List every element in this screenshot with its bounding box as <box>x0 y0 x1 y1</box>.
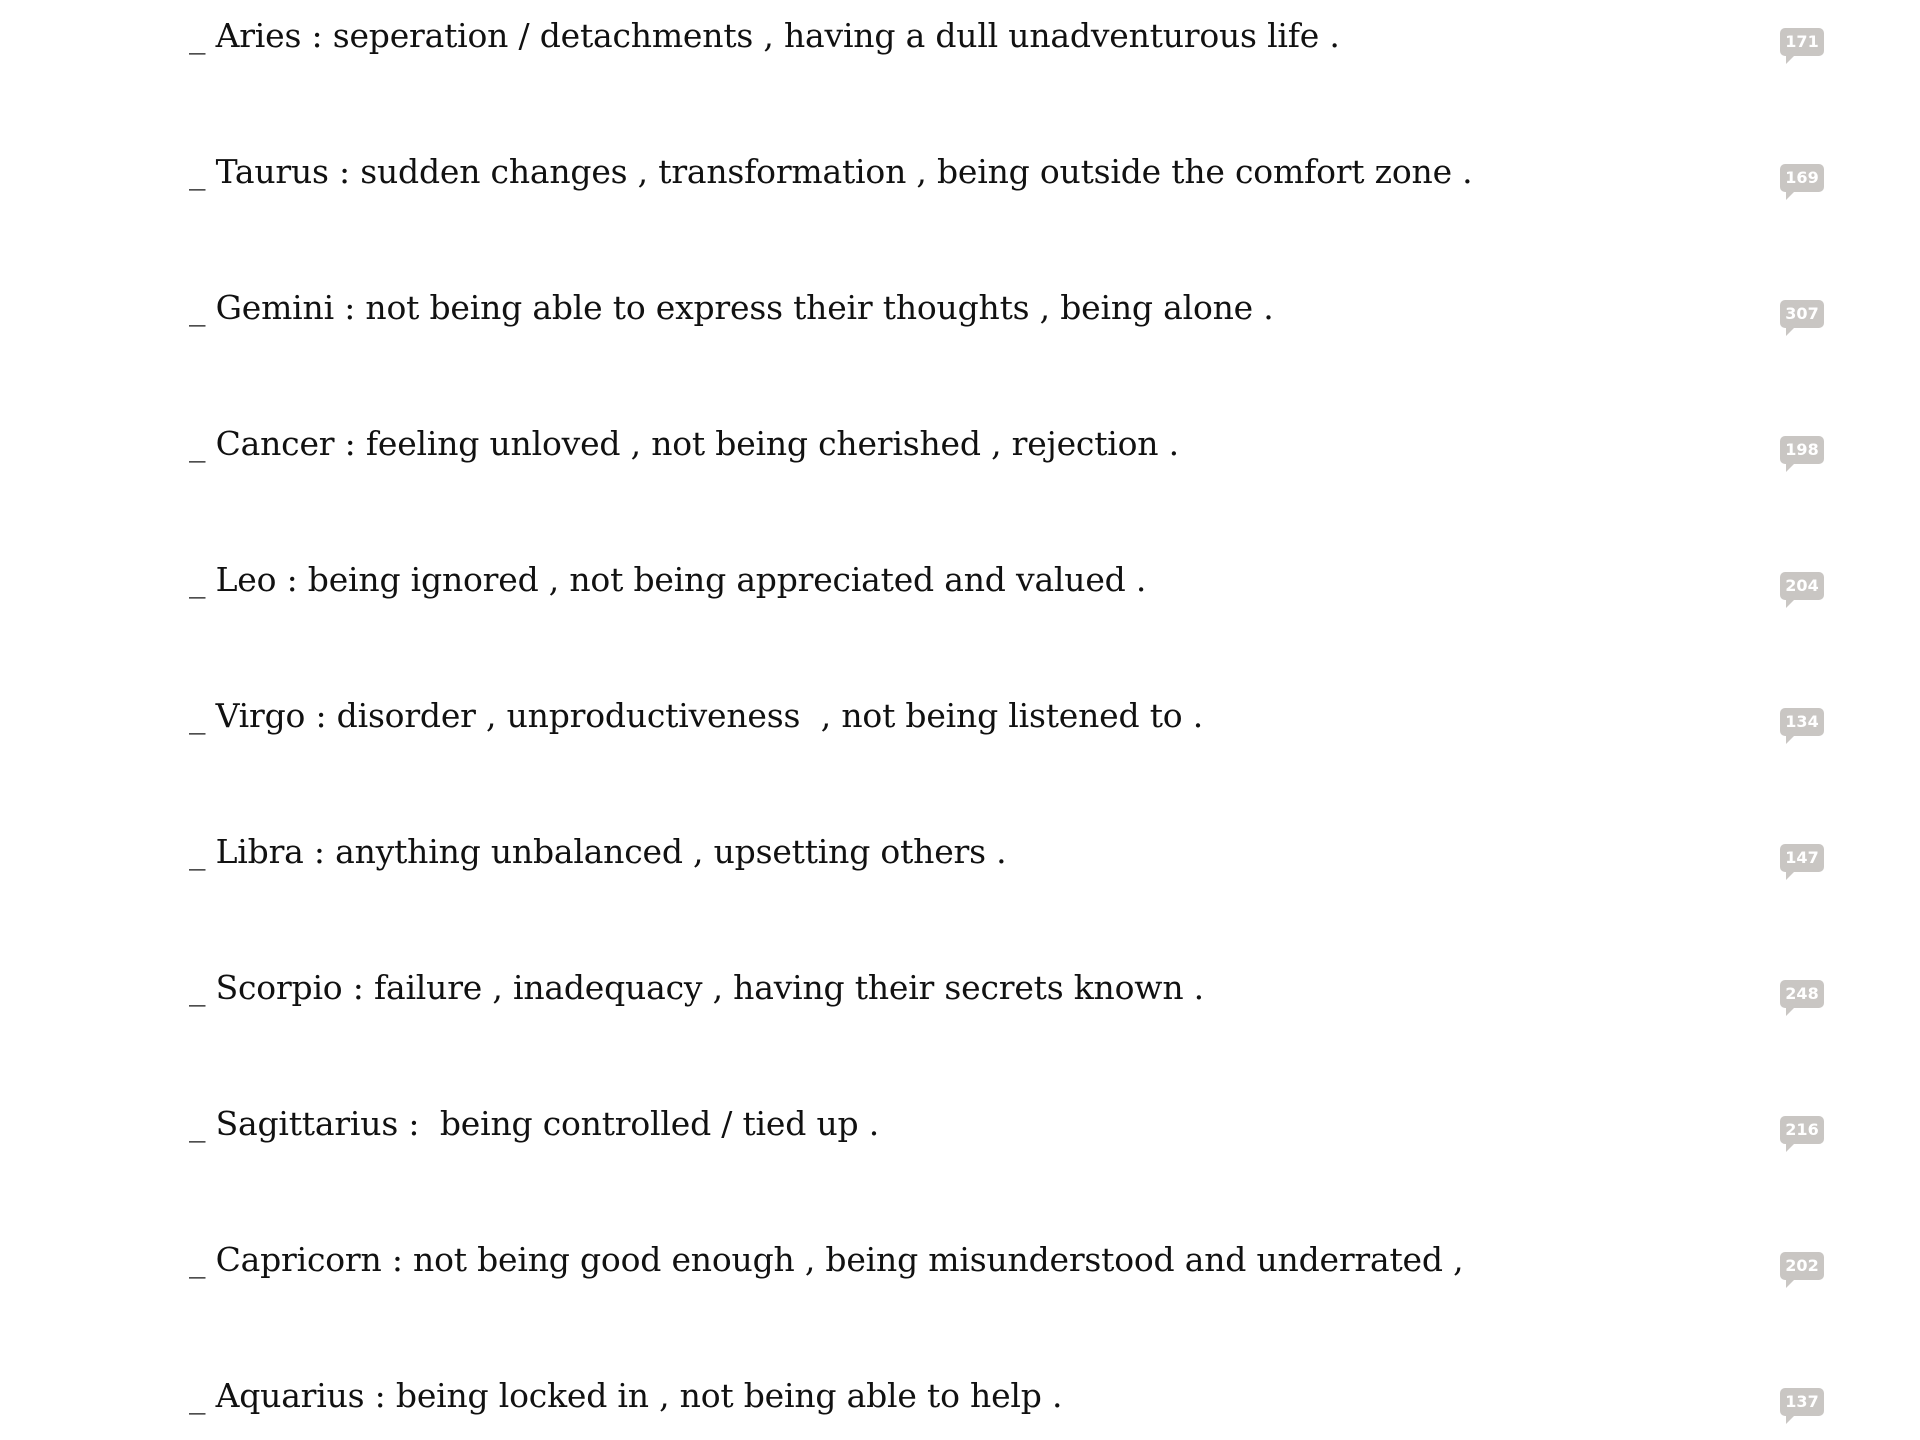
comment-count: 147 <box>1785 848 1819 867</box>
paragraph-scorpio <box>0 968 1920 1028</box>
paragraph-text: _ Scorpio : failure , inadequacy , having their secrets known . <box>189 968 1204 1007</box>
paragraph-taurus <box>0 152 1920 212</box>
paragraph-text: _ Virgo : disorder , unproductiveness , not being listened to . <box>189 696 1204 735</box>
paragraph-text: _ Gemini : not being able to express their thoughts , being alone . <box>189 288 1274 327</box>
comment-count: 134 <box>1785 712 1819 731</box>
paragraph-libra <box>0 832 1920 892</box>
comment-count: 169 <box>1785 168 1819 187</box>
comment-bubble-icon[interactable] <box>1780 708 1824 736</box>
comment-bubble-icon[interactable] <box>1780 28 1824 56</box>
comment-count: 307 <box>1785 304 1819 323</box>
comment-bubble-icon[interactable] <box>1780 1116 1824 1144</box>
comment-bubble-icon[interactable] <box>1780 1252 1824 1280</box>
paragraph-text: _ Aquarius : being locked in , not being able to help . <box>189 1376 1063 1415</box>
comment-bubble-icon[interactable] <box>1780 572 1824 600</box>
comment-count: 198 <box>1785 440 1819 459</box>
comment-bubble-icon[interactable] <box>1780 164 1824 192</box>
paragraph-text: _ Libra : anything unbalanced , upsetting others . <box>189 832 1007 871</box>
paragraph-aquarius <box>0 1376 1920 1436</box>
comment-count: 204 <box>1785 576 1819 595</box>
paragraph-sagittarius <box>0 1104 1920 1164</box>
comment-bubble-icon[interactable] <box>1780 980 1824 1008</box>
paragraph-virgo <box>0 696 1920 756</box>
paragraph-text: _ Taurus : sudden changes , transformation , being outside the comfort zone . <box>189 152 1473 191</box>
comment-count: 137 <box>1785 1392 1819 1411</box>
paragraph-leo <box>0 560 1920 620</box>
comment-bubble-icon[interactable] <box>1780 844 1824 872</box>
paragraph-text: _ Cancer : feeling unloved , not being cherished , rejection . <box>189 424 1179 463</box>
comment-bubble-icon[interactable] <box>1780 436 1824 464</box>
paragraph-aries <box>0 16 1920 76</box>
comment-count: 248 <box>1785 984 1819 1003</box>
comment-count: 171 <box>1785 32 1819 51</box>
paragraph-text: _ Leo : being ignored , not being appreciated and valued . <box>189 560 1147 599</box>
comment-count: 216 <box>1785 1120 1819 1139</box>
paragraph-text: _ Aries : seperation / detachments , having a dull unadventurous life . <box>189 16 1340 55</box>
comment-bubble-icon[interactable] <box>1780 300 1824 328</box>
comment-count: 202 <box>1785 1256 1819 1275</box>
paragraph-gemini <box>0 288 1920 348</box>
paragraph-text: _ Sagittarius : being controlled / tied up . <box>189 1104 880 1143</box>
paragraph-text: _ Capricorn : not being good enough , being misunderstood and underrated , <box>189 1240 1464 1279</box>
comment-bubble-icon[interactable] <box>1780 1388 1824 1416</box>
paragraph-cancer <box>0 424 1920 484</box>
paragraph-capricorn <box>0 1240 1920 1300</box>
